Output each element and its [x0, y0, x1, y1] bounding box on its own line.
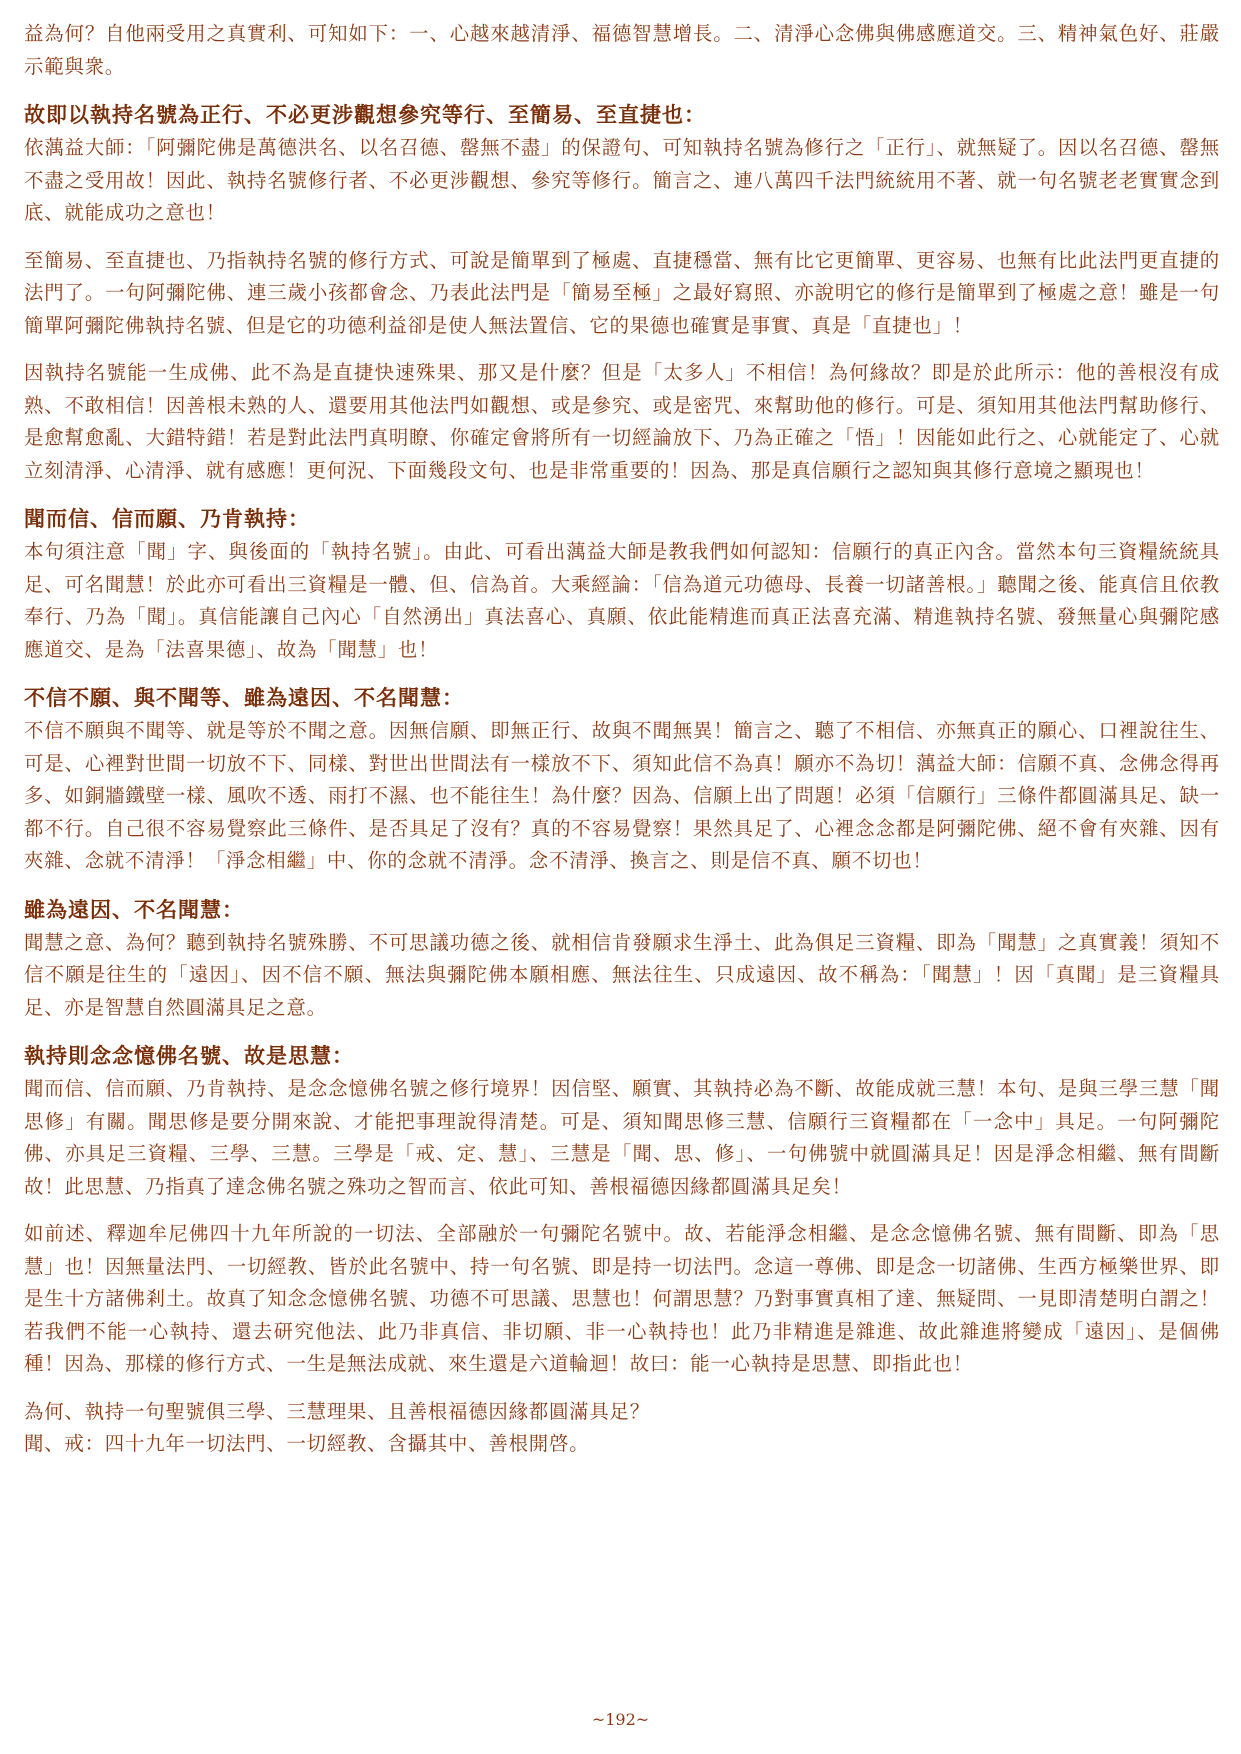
- section-intro: [24, 18, 1220, 83]
- section-heading: 執持則念念憶佛名號、故是思慧：: [24, 1043, 354, 1068]
- section-contemplative-wisdom: [24, 1039, 1220, 1461]
- body-paragraph: 本句須注意「聞」字、與後面的「執持名號」。由此、可看出蕅益大師是教我們如何認知：信願行的真正內含。當然本句三資糧統統具足、可名聞慧！於此亦可看出三資糧是一體、但、信為首。大乘經論：「信為道元功德母、長養一切諸善根。」聽聞之後、能真信且依教奉行、乃為「聞」。真信能讓自己內心「自然湧出」真法喜心、真願、依此能精進而真正法喜充滿、精進執持名號、發無量心與彌陀感應道交、是為「法喜果德」、故為「聞慧」也！: [24, 540, 1220, 661]
- section-heading: 故即以執持名號為正行、不必更涉觀想參究等行、至簡易、至直捷也：: [24, 102, 706, 127]
- body-paragraph: 聞慧之意、為何？聽到執持名號殊勝、不可思議功德之後、就相信肯發願求生淨土、此為俱足三資糧、即為「聞慧」之真實義！須知不信不願是往生的「遠因」、因不信不願、無法與彌陀佛本願相應、無法往生、只成遠因、故不稱為：「聞慧」！因「真聞」是三資糧具足、亦是智慧自然圓滿具足之意。: [24, 930, 1220, 1019]
- body-paragraph: 依蕅益大師：「阿彌陀佛是萬德洪名、以名召德、罄無不盡」的保證句、可知執持名號為修行之「正行」、就無疑了。因以名召德、罄無不盡之受用故！因此、執持名號修行者、不必更涉觀想、參究等修行。簡言之、連八萬四千法門統統用不著、就一句名號老老實實念到底、就能成功之意也！: [24, 136, 1220, 224]
- section-distant-cause: [24, 893, 1220, 1025]
- section-heading: 雖為遠因、不名聞慧：: [24, 896, 244, 922]
- body-paragraph: 為何、執持一句聖號俱三學、三慧理果、且善根福德因緣都圓滿具足？ 聞、戒：四十九年一切法門、一切經教、含攝其中、善根開啓。: [24, 1399, 650, 1455]
- body-paragraph: 至簡易、至直捷也、乃指執持名號的修行方式、可說是簡單到了極處、直捷穩當、無有比它更簡單、更容易、也無有比此法門更直捷的法門了。一句阿彌陀佛、連三歲小孩都會念、乃表此法門是「簡易至極」之最好寫照、亦說明它的修行是簡單到了極處之意！雖是一句簡單阿彌陀佛執持名號、但是它的功德利益卻是使人無法置信、它的果德也確實是事實、真是「直捷也」！: [24, 248, 1220, 337]
- section-no-faith: [24, 681, 1220, 878]
- body-paragraph: 因執持名號能一生成佛、此不為是直捷快速殊果、那又是什麼？但是「太多人」不相信！為何緣故？即是於此所示：他的善根沒有成熟、不敢相信！因善根未熟的人、還要用其他法門如觀想、或是參究、或是密咒、來幫助他的修行。可是、須知用其他法門幫助修行、是愈幫愈亂、大錯特錯！若是對此法門真明瞭、你確定會將所有一切經論放下、乃為正確之「悟」！因能如此行之、心就能定了、心就立刻清淨、心清淨、就有感應！更何況、下面幾段文句、也是非常重要的！因為、那是真信願行之認知與其修行意境之顯現也！: [24, 361, 1220, 482]
- section-hearing-faith: [24, 502, 1220, 666]
- section-heading: 不信不願、與不聞等、雖為遠因、不名聞慧：: [24, 685, 464, 710]
- body-paragraph: 不信不願與不聞等、就是等於不聞之意。因無信願、即無正行、故與不聞無異！簡言之、聽了不相信、亦無真正的願心、口裡說往生、可是、心裡對世間一切放不下、同樣、對世出世間法有一樣放不下、須知此信不為真！願亦不為切！蕅益大師：信願不真、念佛念得再多、如銅牆鐵壁一樣、風吹不透、雨打不濕、也不能往生！為什麼？因為、信願上出了問題！必須「信願行」三條件都圓滿具足、缺一都不行。自己很不容易覺察此三條件、是否具足了沒有？真的不容易覺察！果然具足了、心裡念念都是阿彌陀佛、絕不會有夾雜、因有夾雜、念就不清淨！「淨念相繼」中、你的念就不清淨。念不清淨、換言之、則是信不真、願不切也！: [24, 719, 1220, 872]
- section-correct-practice: [24, 98, 1220, 487]
- body-paragraph: 聞而信、信而願、乃肯執持、是念念憶佛名號之修行境界！因信堅、願實、其執持必為不斷、故能成就三慧！本句、是與三學三慧「聞思修」有關。聞思修是要分開來說、才能把事理說得清楚。可是、須知聞思修三慧、信願行三資糧都在「一念中」具足。一句阿彌陀佛、亦具足三資糧、三學、三慧。三學是「戒、定、慧」、三慧是「聞、思、修」、一句佛號中就圓滿具足！因是淨念相繼、無有間斷故！此思慧、乃指真了達念佛名號之殊功之智而言、依此可知、善根福德因緣都圓滿具足矣！: [24, 1077, 1220, 1198]
- section-heading: 聞而信、信而願、乃肯執持：: [24, 506, 310, 531]
- intro-paragraph: 益為何？自他兩受用之真實利、可知如下：一、心越來越清淨、福德智慧增長。二、清淨心念佛與佛感應道交。三、精神氣色好、莊嚴示範與衆。: [24, 22, 1220, 78]
- page-number: ~192~: [591, 1710, 650, 1729]
- body-paragraph: 如前述、釋迦牟尼佛四十九年所說的一切法、全部融於一句彌陀名號中。故、若能淨念相繼、是念念憶佛名號、無有間斷、即為「思慧」也！因無量法門、一切經教、皆於此名號中、持一句名號、即是持一切法門。念這一尊佛、即是念一切諸佛、生西方極樂世界、即是生十方諸佛剎土。故真了知念念憶佛名號、功德不可思議、思慧也！何謂思慧？乃對事實真相了達、無疑問、一見即清楚明白謂之！若我們不能一心執持、還去研究他法、此乃非真信、非切願、非一心執持也！此乃非精進是雜進、故此雜進將變成「遠因」、是個佛種！因為、那樣的修行方式、一生是無法成就、來生還是六道輪迴！故曰：能一心執持是思慧、即指此也！: [24, 1222, 1220, 1375]
- document-body: [24, 18, 1220, 1476]
